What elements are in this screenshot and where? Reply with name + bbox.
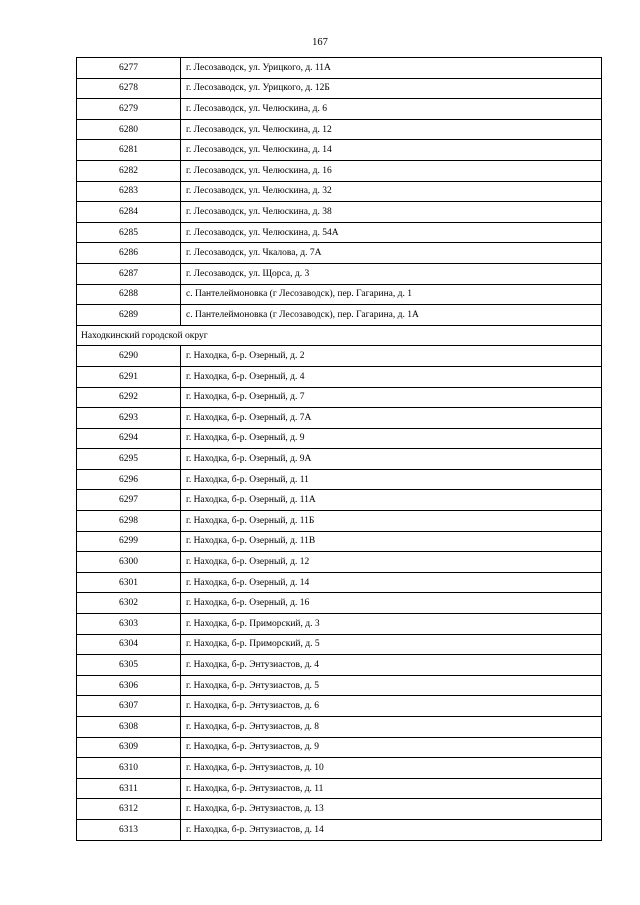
row-number: 6285 xyxy=(77,222,181,243)
row-address: г. Находка, б-р. Озерный, д. 14 xyxy=(181,572,602,593)
row-address: г. Лесозаводск, ул. Урицкого, д. 12Б xyxy=(181,78,602,99)
row-address: г. Находка, б-р. Озерный, д. 7 xyxy=(181,387,602,408)
table-row xyxy=(77,222,602,243)
table-row xyxy=(77,634,602,655)
row-address: г. Находка, б-р. Энтузиастов, д. 11 xyxy=(181,778,602,799)
row-address: г. Находка, б-р. Приморский, д. 5 xyxy=(181,634,602,655)
row-number: 6310 xyxy=(77,758,181,779)
row-address: г. Лесозаводск, ул. Щорса, д. 3 xyxy=(181,263,602,284)
row-number: 6298 xyxy=(77,511,181,532)
row-number: 6284 xyxy=(77,202,181,223)
row-number: 6313 xyxy=(77,819,181,840)
section-title: Находкинский городской округ xyxy=(77,325,602,346)
row-number: 6295 xyxy=(77,449,181,470)
row-address: г. Находка, б-р. Озерный, д. 11Б xyxy=(181,511,602,532)
row-number: 6302 xyxy=(77,593,181,614)
table-row xyxy=(77,243,602,264)
table-body xyxy=(77,58,602,841)
table-row xyxy=(77,99,602,120)
table-row xyxy=(77,655,602,676)
table-row xyxy=(77,284,602,305)
row-number: 6288 xyxy=(77,284,181,305)
table-row xyxy=(77,428,602,449)
row-number: 6299 xyxy=(77,531,181,552)
table-row xyxy=(77,449,602,470)
row-address: г. Находка, б-р. Приморский, д. 3 xyxy=(181,614,602,635)
row-address: г. Лесозаводск, ул. Челюскина, д. 38 xyxy=(181,202,602,223)
table-row xyxy=(77,511,602,532)
table-row xyxy=(77,119,602,140)
row-address: г. Лесозаводск, ул. Челюскина, д. 14 xyxy=(181,140,602,161)
row-address: г. Находка, б-р. Энтузиастов, д. 5 xyxy=(181,675,602,696)
table-row xyxy=(77,408,602,429)
section-row xyxy=(77,325,602,346)
table-row xyxy=(77,202,602,223)
table-row xyxy=(77,160,602,181)
row-number: 6312 xyxy=(77,799,181,820)
row-address: с. Пантелеймоновка (г Лесозаводск), пер. Гагарина, д. 1А xyxy=(181,305,602,326)
row-address: г. Находка, б-р. Энтузиастов, д. 8 xyxy=(181,717,602,738)
row-number: 6287 xyxy=(77,263,181,284)
row-address: г. Лесозаводск, ул. Челюскина, д. 12 xyxy=(181,119,602,140)
row-address: г. Находка, б-р. Озерный, д. 7А xyxy=(181,408,602,429)
table-row xyxy=(77,387,602,408)
row-address: г. Находка, б-р. Озерный, д. 4 xyxy=(181,366,602,387)
row-address: г. Находка, б-р. Озерный, д. 12 xyxy=(181,552,602,573)
row-address: г. Находка, б-р. Озерный, д. 11В xyxy=(181,531,602,552)
row-address: г. Лесозаводск, ул. Урицкого, д. 11А xyxy=(181,58,602,79)
row-address: г. Находка, б-р. Энтузиастов, д. 10 xyxy=(181,758,602,779)
row-number: 6309 xyxy=(77,737,181,758)
table-row xyxy=(77,758,602,779)
table-row xyxy=(77,552,602,573)
table-row xyxy=(77,263,602,284)
table-row xyxy=(77,305,602,326)
row-number: 6286 xyxy=(77,243,181,264)
row-number: 6305 xyxy=(77,655,181,676)
row-number: 6304 xyxy=(77,634,181,655)
row-number: 6280 xyxy=(77,119,181,140)
table-row xyxy=(77,799,602,820)
row-number: 6292 xyxy=(77,387,181,408)
row-address: г. Лесозаводск, ул. Челюскина, д. 6 xyxy=(181,99,602,120)
row-address: г. Лесозаводск, ул. Челюскина, д. 16 xyxy=(181,160,602,181)
row-number: 6278 xyxy=(77,78,181,99)
row-number: 6281 xyxy=(77,140,181,161)
table-row xyxy=(77,819,602,840)
row-address: г. Находка, б-р. Энтузиастов, д. 4 xyxy=(181,655,602,676)
row-number: 6296 xyxy=(77,469,181,490)
row-address: с. Пантелеймоновка (г Лесозаводск), пер. Гагарина, д. 1 xyxy=(181,284,602,305)
row-number: 6282 xyxy=(77,160,181,181)
table-row xyxy=(77,531,602,552)
row-number: 6290 xyxy=(77,346,181,367)
row-number: 6294 xyxy=(77,428,181,449)
page-number: 167 xyxy=(312,37,328,48)
table-row xyxy=(77,572,602,593)
row-address: г. Находка, б-р. Озерный, д. 11 xyxy=(181,469,602,490)
table-row xyxy=(77,717,602,738)
row-number: 6289 xyxy=(77,305,181,326)
row-address: г. Лесозаводск, ул. Чкалова, д. 7А xyxy=(181,243,602,264)
row-address: г. Находка, б-р. Озерный, д. 9А xyxy=(181,449,602,470)
row-address: г. Находка, б-р. Энтузиастов, д. 6 xyxy=(181,696,602,717)
row-number: 6291 xyxy=(77,366,181,387)
table-row xyxy=(77,78,602,99)
row-address: г. Находка, б-р. Озерный, д. 2 xyxy=(181,346,602,367)
row-number: 6308 xyxy=(77,717,181,738)
table-row xyxy=(77,490,602,511)
table-row xyxy=(77,469,602,490)
row-address: г. Лесозаводск, ул. Челюскина, д. 54А xyxy=(181,222,602,243)
row-number: 6293 xyxy=(77,408,181,429)
table-row xyxy=(77,366,602,387)
row-address: г. Находка, б-р. Энтузиастов, д. 9 xyxy=(181,737,602,758)
row-number: 6277 xyxy=(77,58,181,79)
table-row xyxy=(77,737,602,758)
row-number: 6303 xyxy=(77,614,181,635)
table-row xyxy=(77,181,602,202)
row-number: 6301 xyxy=(77,572,181,593)
row-number: 6283 xyxy=(77,181,181,202)
row-number: 6307 xyxy=(77,696,181,717)
table-row xyxy=(77,58,602,79)
row-address: г. Лесозаводск, ул. Челюскина, д. 32 xyxy=(181,181,602,202)
row-address: г. Находка, б-р. Озерный, д. 16 xyxy=(181,593,602,614)
table-row xyxy=(77,593,602,614)
row-address: г. Находка, б-р. Энтузиастов, д. 13 xyxy=(181,799,602,820)
table-row xyxy=(77,778,602,799)
row-number: 6306 xyxy=(77,675,181,696)
row-number: 6311 xyxy=(77,778,181,799)
address-table xyxy=(76,57,602,841)
row-number: 6279 xyxy=(77,99,181,120)
table-row xyxy=(77,696,602,717)
row-address: г. Находка, б-р. Энтузиастов, д. 14 xyxy=(181,819,602,840)
row-number: 6300 xyxy=(77,552,181,573)
row-address: г. Находка, б-р. Озерный, д. 9 xyxy=(181,428,602,449)
row-address: г. Находка, б-р. Озерный, д. 11А xyxy=(181,490,602,511)
row-number: 6297 xyxy=(77,490,181,511)
table-row xyxy=(77,140,602,161)
table-row xyxy=(77,675,602,696)
table-row xyxy=(77,614,602,635)
table-row xyxy=(77,346,602,367)
